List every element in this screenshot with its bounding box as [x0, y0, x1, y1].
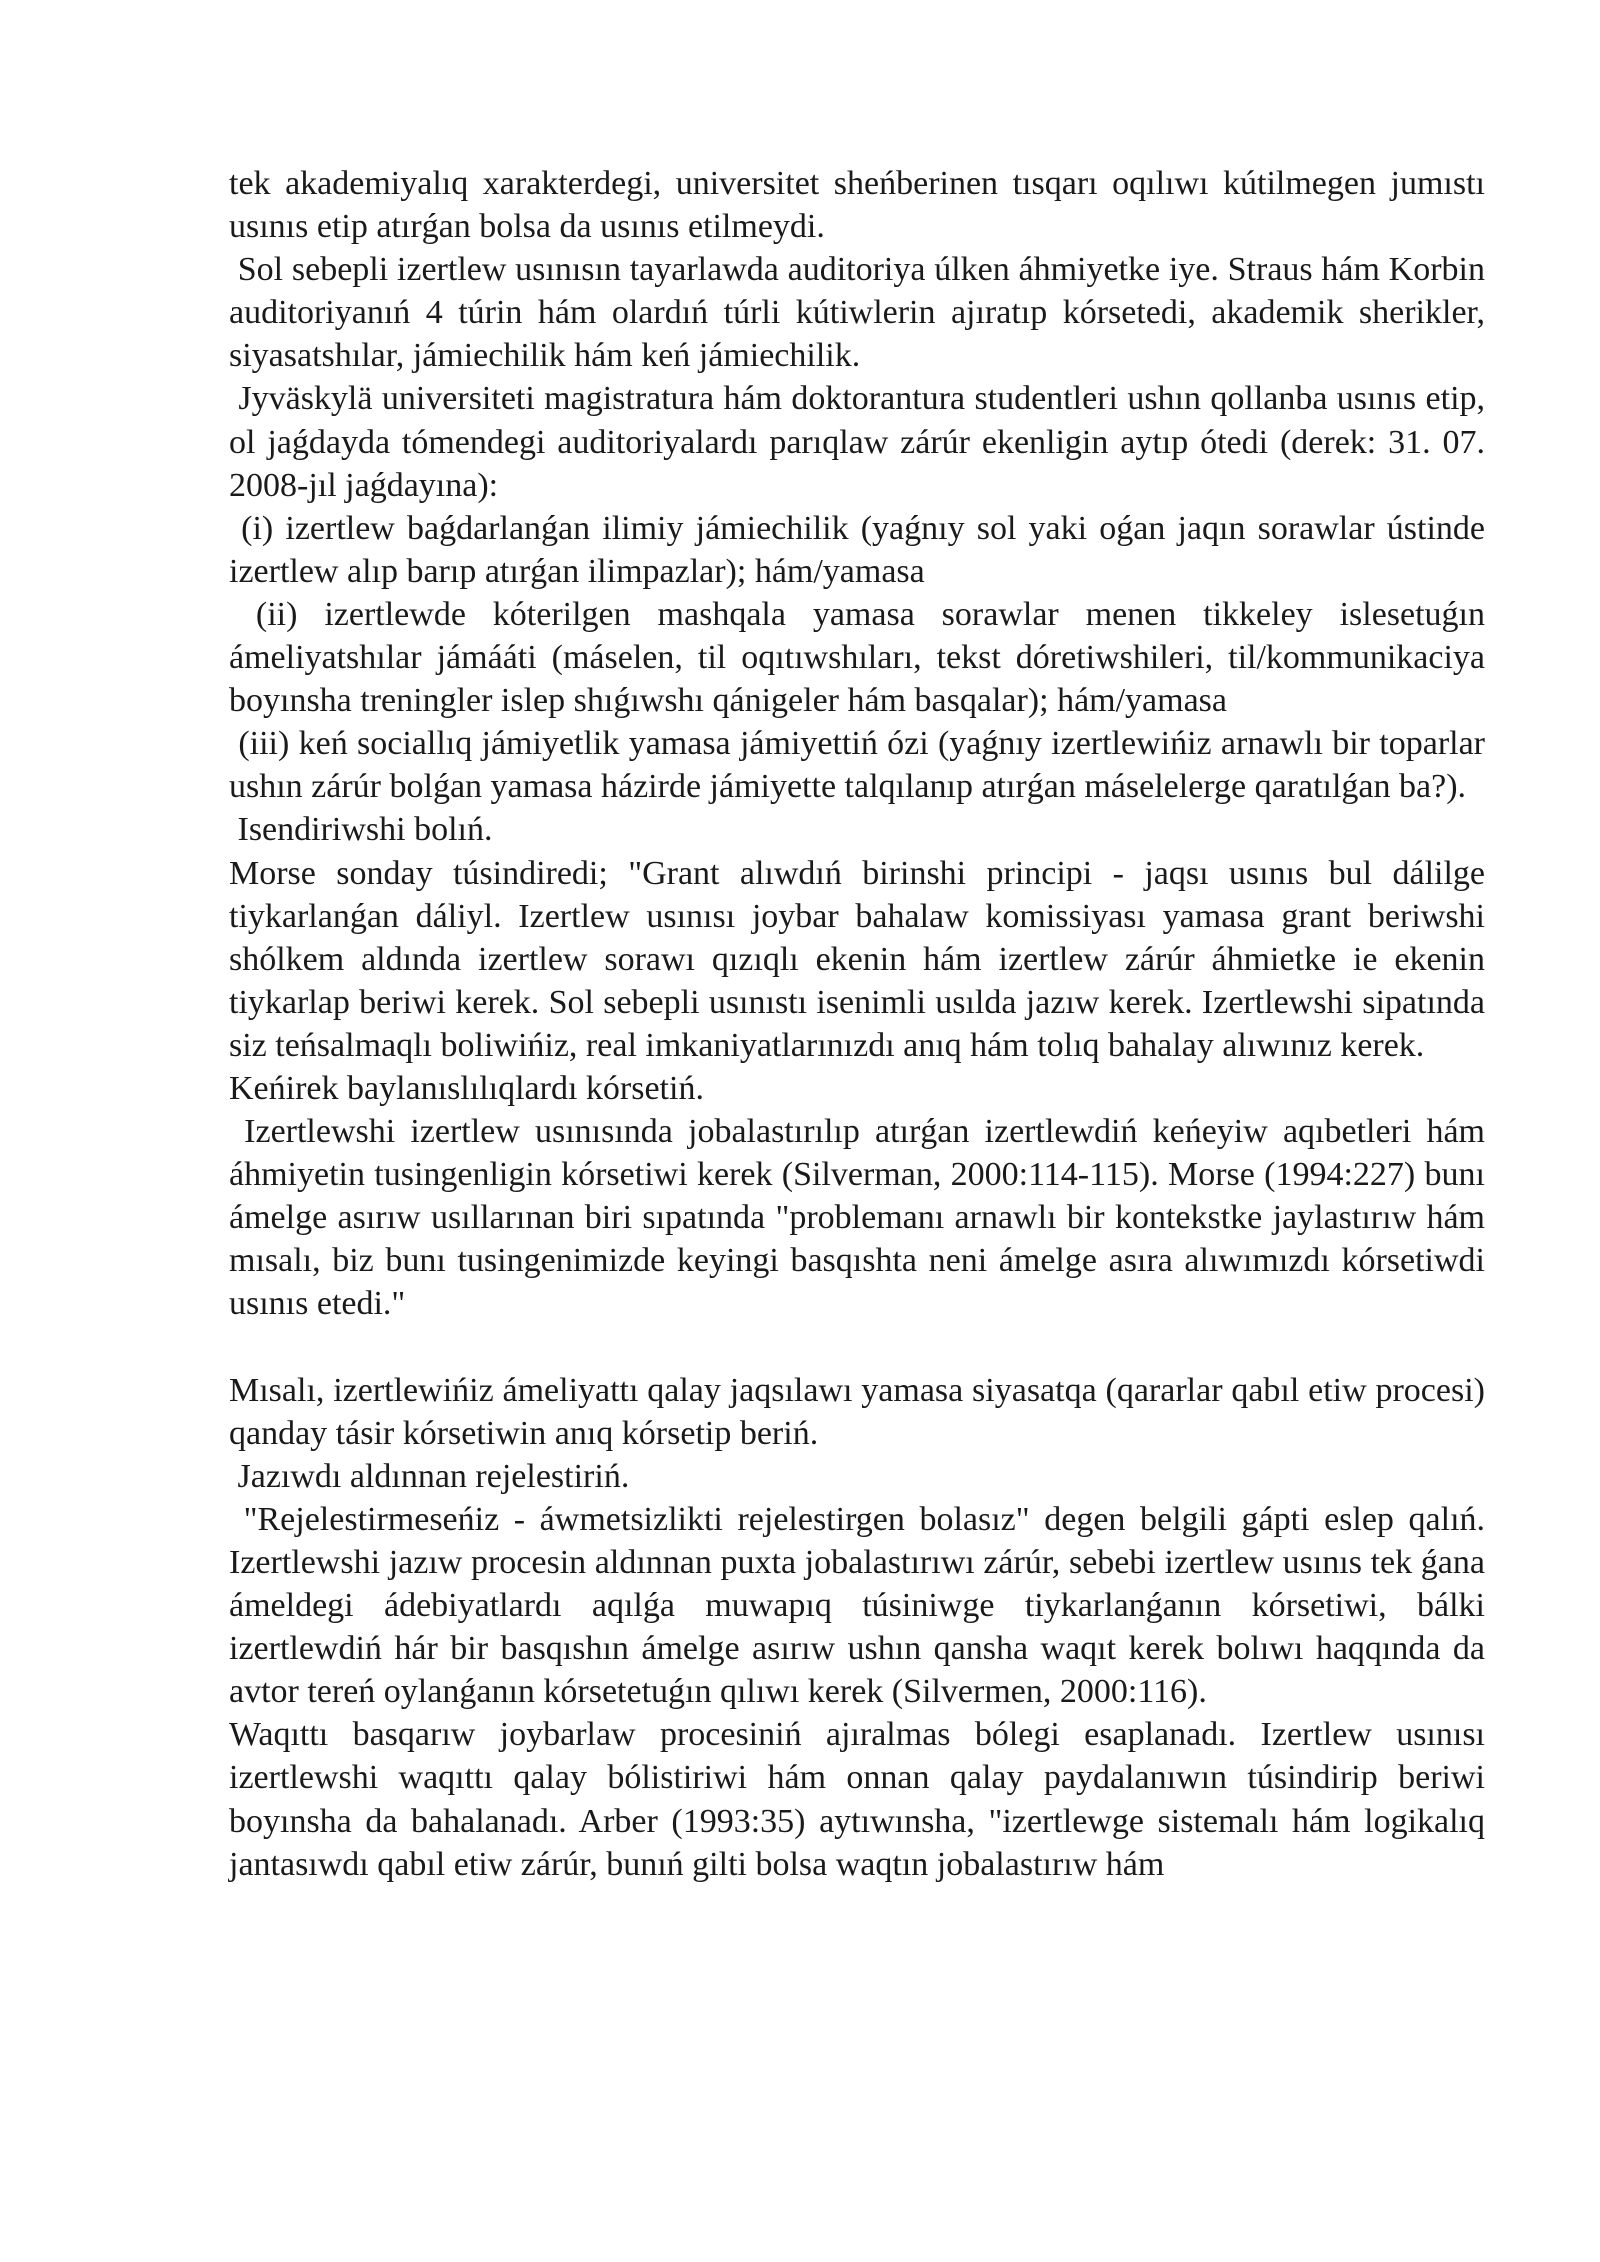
paragraph-significance: Izertlewshi izertlew usınısında jobalastırılıp atırǵan izertlewdiń keńeyiw aqıbetleri hám áhmiyetin tusingenligin kórsetiwi kerek (Silverman, 2000:114-115). Morse (1994:227) bunı ámelge asırıw usıllarınan biri sıpatında "problemanı arnawlı bir kontekstke jaylastırıw hám mısalı, biz bunı tusingenimizde keyingi basqıshta neni ámelge asıra alıwımızdı kórsetiwdi usınıs etedi." [229, 1113, 1494, 1323]
document-page [229, 162, 1494, 1886]
paragraph-3: Jyväskylä universiteti magistratura hám doktorantura studentleri ushın qollanba usınıs etip, ol jaǵdayda tómendegi auditoriyalardı parıqlaw zárúr ekenligin aytıp ótedi (derek: 31. 07. 2008-jıl jaǵdayına): [229, 380, 1494, 504]
section-heading-persuasive: Isendiriwshi bolıń. [229, 811, 493, 849]
blank-line [229, 1326, 1485, 1369]
paragraph-morse: Morse sonday túsindiredi; "Grant alıwdıń birinshi principi - jaqsı usınıs bul dálilge tiykarlanǵan dáliyl. Izertlew usınısı joybar bahalaw komissiyası yamasa grant beriwshi shólkem aldında izertlew sorawı qızıqlı ekenin hám izertlew zárúr áhmietke ie ekenin tiykarlap beriwi kerek. Sol sebepli usınıstı isenimli usılda jazıw kerek. Izertlewshi sipatında siz teńsalmaqlı boliwińiz, real imkaniyatlarınızdı anıq hám tolıq bahalay alıwınız kerek. [229, 854, 1494, 1064]
list-item-iii: (iii) keń sociallıq jámiyetlik yamasa jámiyettiń ózi (yaǵnıy izertlewińiz arnawlı bir toparlar ushın zárúr bolǵan yamasa házirde jámiyette talqılanıp atırǵan máselelerge qaratılǵan ba?). [229, 725, 1494, 806]
paragraph-planning: "Rejelestirmeseńiz - áwmetsizlikti rejelestirgen bolasız" degen belgili gápti eslep qalıń. Izertlewshi jazıw procesin aldınnan puxta jobalastırıwı zárúr, sebebi izertlew usınıs tek ǵana ámeldegi ádebiyatlardı aqılǵa muwapıq túsiniwge tiykarlanǵanın kórsetiwi, bálki izertlewdiń hár bir basqıshın ámelge asırıw ushın qansha waqıt kerek bolıwı haqqında da avtor tereń oylanǵanın kórsetetuǵın qılıwı kerek (Silvermen, 2000:116). [229, 1500, 1494, 1711]
paragraph-2: Sol sebepli izertlew usınısın tayarlawda auditoriya úlken áhmiyetke iye. Straus hám Korbin auditoriyanıń 4 túrin hám olardıń túrli kútiwlerin ajıratıp kórsetedi, akademik sherikler, siyasatshılar, jámiechilik hám keń jámiechilik. [229, 251, 1494, 375]
paragraph-1: tek akademiyalıq xarakterdegi, universitet sheńberinen tısqarı oqılıwı kútilmegen jumıstı usınıs etip atırǵan bolsa da usınıs etilmeydi. [229, 165, 1494, 246]
paragraph-example: Mısalı, izertlewińiz ámeliyattı qalay jaqsılawı yamasa siyasatqa (qararlar qabıl etiw procesi) qanday tásir kórsetiwin anıq kórsetip beriń. [229, 1371, 1494, 1452]
section-heading-planning: Jazıwdı aldınnan rejelestiriń. [229, 1457, 630, 1495]
list-item-ii: (ii) izertlewde kóterilgen mashqala yamasa sorawlar menen tikkeley islesetuǵın ámeliyatshılar jámááti (máselen, til oqıtıwshıları, tekst dóretiwshileri, til/kommunikaciya boyınsha treningler islep shıǵıwshı qánigeler hám basqalar); hám/yamasa [229, 595, 1494, 720]
list-item-i: (i) izertlew baǵdarlanǵan ilimiy jámiechilik (yaǵnıy sol yaki oǵan jaqın sorawlar ústinde izertlew alıp barıp atırǵan ilimpazlar); hám/yamasa [229, 509, 1494, 590]
paragraph-time-management: Waqıttı basqarıw joybarlaw procesiniń ajıralmas bólegi esaplanadı. Izertlew usınısı izertlewshi waqıttı qalay bólistiriwi hám onnan qalay paydalanıwın túsindirip beriwi boyınsha da bahalanadı. Arber (1993:35) aytıwınsha, "izertlewge sistemalı hám logikalıq jantasıwdı qabıl etiw zárúr, bunıń gilti bolsa waqtın jobalastırıw hám [229, 1716, 1494, 1883]
section-heading-connections: Keńirek baylanıslılıqlardı kórsetiń. [229, 1069, 704, 1107]
